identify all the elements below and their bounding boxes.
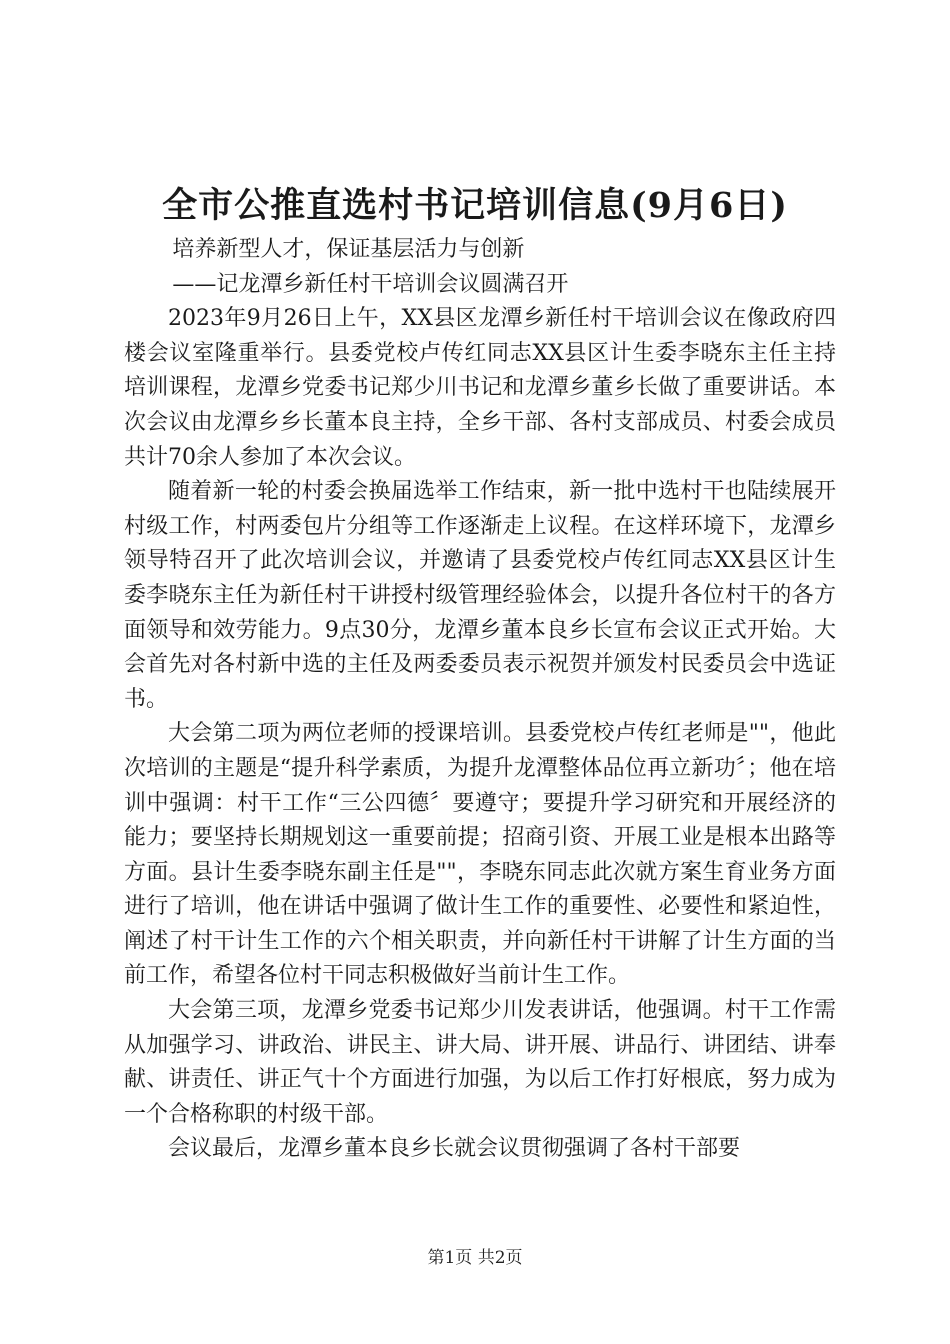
document-title: 全市公推直选村书记培训信息(9月6日) bbox=[162, 185, 788, 226]
page-footer: 第1页 共2页 bbox=[427, 1248, 523, 1268]
subtitle-line-1: 培养新型人才，保证基层活力与创新 bbox=[172, 237, 525, 262]
document-body bbox=[124, 233, 836, 1167]
subtitle-line-2: ——记龙潭乡新任村干培训会议圆满召开 bbox=[172, 271, 569, 297]
paragraph-3: 大会第二项为两位老师的授课培训。县委党校卢传红老师是""，他此次培训的主题是“提升科学素质，为提升龙潭整体品位再立新功〞；他在培训中强调：村干工作“三公四德〞要遵守；要提升学习研究和开展经济的能力；要坚持长期规划这一重要前提；招商引资、开展工业是根本出路等方面。县计生委李晓东副主任是""，李晓东同志此次就方案生育业务方面进行了培训，他在讲话中强调了做计生工作的重要性、必要性和紧迫性，阐述了村干计生工作的六个相关职责，并向新任村干讲解了计生方面的当前工作，希望各位村干同志积极做好当前计生工作。 bbox=[124, 721, 836, 989]
paragraph-1: 2023年9月26日上午，XX县区龙潭乡新任村干培训会议在像政府四楼会议室隆重举行。县委党校卢传红同志XX县区计生委李晓东主任主持培训课程，龙潭乡党委书记郑少川书记和龙潭乡董乡长做了重要讲话。本次会议由龙潭乡乡长董本良主持，全乡干部、各村支部成员、村委会成员共计70余人参加了本次会议。 bbox=[124, 306, 836, 470]
paragraph-2: 随着新一轮的村委会换届选举工作结束，新一批中选村干也陆续展开村级工作，村两委包片分组等工作逐渐走上议程。在这样环境下，龙潭乡领导特召开了此次培训会议，并邀请了县委党校卢传红同志XX县区计生委李晓东主任为新任村干讲授村级管理经验体会，以提升各位村干的各方面领导和效劳能力。9点30分，龙潭乡董本良乡长宣布会议正式开始。大会首先对各村新中选的主任及两委委员表示祝贺并颁发村民委员会中选证书。 bbox=[124, 479, 836, 712]
paragraph-5: 会议最后，龙潭乡董本良乡长就会议贯彻强调了各村干部要 bbox=[168, 1136, 741, 1162]
paragraph-4: 大会第三项，龙潭乡党委书记郑少川发表讲话，他强调。村干工作需从加强学习、讲政治、讲民主、讲大局、讲开展、讲品行、讲团结、讲奉献、讲责任、讲正气十个方面进行加强，为以后工作打好根底，努力成为一个合格称职的村级干部。 bbox=[124, 998, 836, 1127]
